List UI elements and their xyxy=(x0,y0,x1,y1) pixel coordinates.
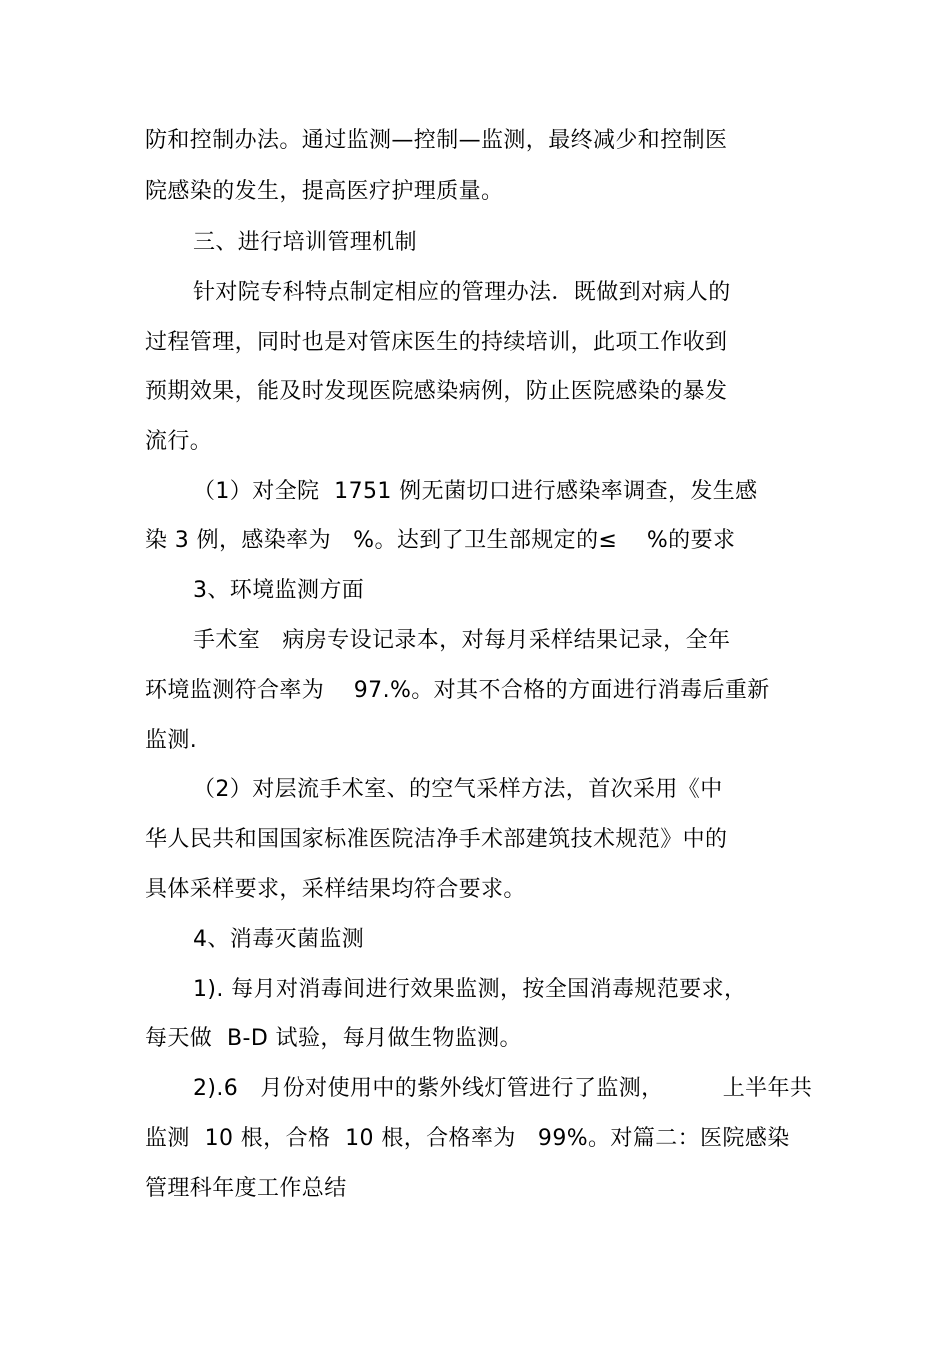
paragraph-line: 预期效果，能及时发现医院感染病例，防止医院感染的暴发 xyxy=(145,379,728,404)
section-heading: 4、消毒灭菌监测 xyxy=(193,927,365,952)
paragraph-line: 防和控制办法。通过监测—控制—监测，最终减少和控制医 xyxy=(145,128,728,153)
paragraph-line: 院感染的发生，提高医疗护理质量。 xyxy=(145,179,504,204)
paragraph-line: 过程管理，同时也是对管床医生的持续培训，此项工作收到 xyxy=(145,330,728,355)
paragraph-line: 手术室 病房专设记录本，对每月采样结果记录，全年 xyxy=(193,628,731,653)
paragraph-line: 每天做 B-D 试验，每月做生物监测。 xyxy=(145,1026,522,1051)
section-heading: 3、环境监测方面 xyxy=(193,578,365,603)
paragraph-line: 针对院专科特点制定相应的管理办法．既做到对病人的 xyxy=(193,280,731,305)
paragraph-line: 监测. xyxy=(145,728,198,753)
paragraph-line: （1）对全院 1751 例无菌切口进行感染率调查，发生感 xyxy=(193,479,758,504)
paragraph-line: 管理科年度工作总结 xyxy=(145,1176,347,1201)
paragraph-line: 监测 10 根，合格 10 根，合格率为 99%。对篇二：医院感染 xyxy=(145,1126,790,1151)
section-heading: 三、进行培训管理机制 xyxy=(193,230,418,255)
paragraph-line: 染 3 例，感染率为 %。达到了卫生部规定的≤ %的要求 xyxy=(145,528,736,553)
paragraph-line: 具体采样要求，采样结果均符合要求。 xyxy=(145,877,526,902)
paragraph-line: 2).6 月份对使用中的紫外线灯管进行了监测， 上半年共 xyxy=(193,1076,813,1101)
paragraph-line: 流行。 xyxy=(145,429,213,454)
paragraph-line: 环境监测符合率为 97.%。对其不合格的方面进行消毒后重新 xyxy=(145,678,770,703)
paragraph-line: 华人民共和国国家标准医院洁净手术部建筑技术规范》中的 xyxy=(145,827,728,852)
paragraph-line: 1). 每月对消毒间进行效果监测，按全国消毒规范要求， xyxy=(193,977,747,1002)
paragraph-line: （2）对层流手术室、的空气采样方法，首次采用《中 xyxy=(193,777,723,802)
